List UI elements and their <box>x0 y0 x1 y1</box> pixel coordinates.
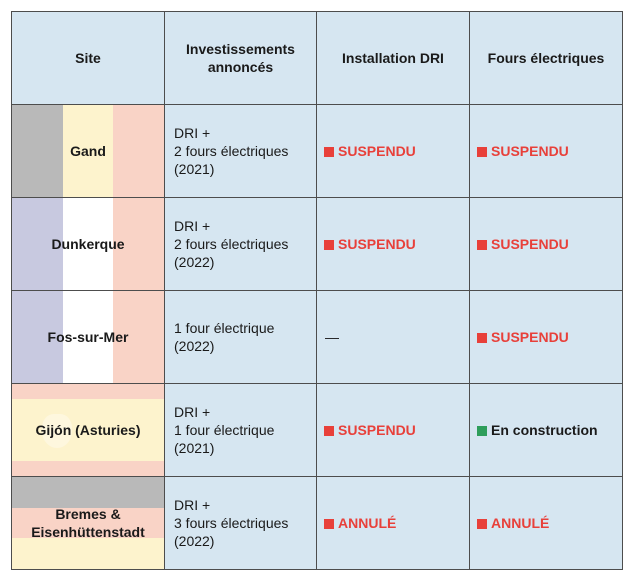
site-cell <box>12 198 165 291</box>
status-square-icon <box>477 333 487 343</box>
investment-table <box>11 11 623 570</box>
investment-cell <box>165 477 317 570</box>
investment-line: (2022) <box>174 338 215 354</box>
furnace-status-cell <box>470 384 623 477</box>
header-furnaces: Fours électriques <box>470 12 623 105</box>
status-badge: ANNULÉ <box>338 515 397 531</box>
flag-stripe <box>12 477 164 508</box>
site-cell <box>12 477 165 570</box>
status-square-icon <box>324 240 334 250</box>
table-row <box>12 105 623 198</box>
status-badge: SUSPENDU <box>338 422 416 438</box>
investment-line: (2021) <box>174 161 215 177</box>
table-row <box>12 384 623 477</box>
status-square-icon <box>477 519 487 529</box>
investment-line: (2021) <box>174 440 215 456</box>
table-row <box>12 477 623 570</box>
german-flag-background <box>12 477 164 569</box>
status-badge: SUSPENDU <box>338 143 416 159</box>
investment-line: 2 fours électriques <box>174 236 289 252</box>
flag-stripe <box>113 105 164 197</box>
flag-stripe <box>12 461 164 476</box>
investment-cell <box>165 105 317 198</box>
investment-line: 2 fours électriques <box>174 143 289 159</box>
dri-status-cell <box>317 477 470 570</box>
status-badge: ANNULÉ <box>491 515 550 531</box>
table-row <box>12 198 623 291</box>
investment-cell <box>165 198 317 291</box>
furnace-status-cell <box>470 477 623 570</box>
status-square-icon <box>477 426 487 436</box>
status-badge: SUSPENDU <box>491 329 569 345</box>
dri-status-cell <box>317 198 470 291</box>
status-square-icon <box>324 147 334 157</box>
flag-stripe <box>12 384 164 399</box>
investment-line: DRI + <box>174 404 211 420</box>
investment-cell <box>165 384 317 477</box>
dri-status-cell <box>317 291 470 384</box>
investment-line: 3 fours électriques <box>174 515 289 531</box>
flag-stripe <box>12 538 164 569</box>
furnace-status-cell <box>470 105 623 198</box>
site-name: Dunkerque <box>51 236 125 252</box>
site-cell <box>12 105 165 198</box>
header-dri: Installation DRI <box>317 12 470 105</box>
table-row <box>12 291 623 384</box>
header-investments: Investissements annoncés <box>165 12 317 105</box>
site-name: Gand <box>70 143 106 159</box>
investment-line: (2022) <box>174 533 215 549</box>
site-name: Bremes & Eisenhüttenstadt <box>31 506 145 540</box>
investment-line: 1 four électrique <box>174 422 275 438</box>
status-badge: SUSPENDU <box>491 143 569 159</box>
status-square-icon <box>477 147 487 157</box>
furnace-status-cell <box>470 291 623 384</box>
status-badge: SUSPENDU <box>338 236 416 252</box>
status-dash: — <box>325 329 339 345</box>
investment-line: DRI + <box>174 125 211 141</box>
investment-line: 1 four électrique <box>174 320 275 336</box>
furnace-status-cell <box>470 198 623 291</box>
status-square-icon <box>324 519 334 529</box>
status-square-icon <box>477 240 487 250</box>
investment-line: (2022) <box>174 254 215 270</box>
investment-cell <box>165 291 317 384</box>
investment-line: DRI + <box>174 218 211 234</box>
status-square-icon <box>324 426 334 436</box>
status-badge: En construction <box>491 422 598 438</box>
flag-stripe <box>12 105 63 197</box>
site-cell <box>12 291 165 384</box>
site-name: Fos-sur-Mer <box>47 329 129 345</box>
dri-status-cell <box>317 384 470 477</box>
status-badge: SUSPENDU <box>491 236 569 252</box>
site-name: Gijón (Asturies) <box>35 422 141 438</box>
investment-line: DRI + <box>174 497 211 513</box>
header-row <box>12 12 623 105</box>
dri-status-cell <box>317 105 470 198</box>
site-cell <box>12 384 165 477</box>
header-site: Site <box>12 12 165 105</box>
